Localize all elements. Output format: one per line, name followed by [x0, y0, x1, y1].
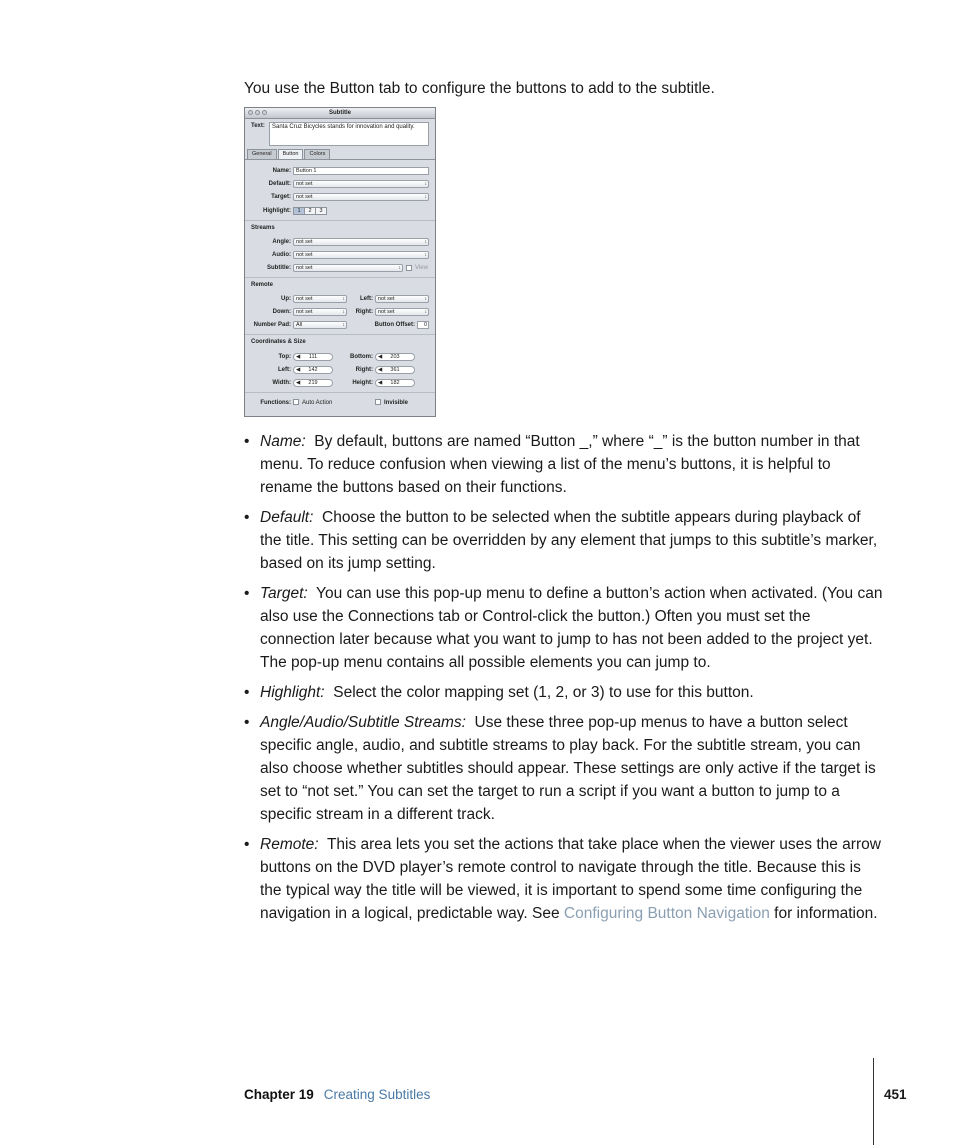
list-item: • Target: You can use this pop-up menu to define a button’s action when activated. (You can also use the Connections tab or Control-click the button.) Often you must set the connection later because what you want to jump to has not been added to the project yet. The pop-up menu contains all possible elements you can jump to.: [244, 585, 883, 671]
bullet-term: Target:: [260, 585, 308, 602]
bullet-term: Remote:: [260, 836, 319, 853]
page-footer: [244, 1086, 430, 1104]
highlight-label: Highlight:: [263, 208, 291, 214]
streams-header: Streams: [251, 225, 275, 231]
list-item: • Highlight: Select the color mapping set (1, 2, or 3) to use for this button.: [244, 684, 754, 701]
right-coord-label: Right:: [355, 367, 373, 373]
left-coord-label: Left:: [278, 367, 291, 373]
angle-label: Angle:: [272, 239, 291, 245]
bullet-text: Select the color mapping set (1, 2, or 3) to use for this button.: [333, 684, 754, 701]
bullet-term: Highlight:: [260, 684, 325, 701]
bullet-term: Angle/Audio/Subtitle Streams:: [260, 714, 466, 731]
button-offset-label: Button Offset:: [374, 322, 415, 328]
bullet-text: By default, buttons are named “Button _,” where “_” is the button number in that menu. To reduce confusion when viewing a list of the menu’s buttons, it is helpful to rename the buttons based on their functions.: [260, 433, 860, 496]
minimize-window-icon[interactable]: [255, 110, 260, 115]
target-label: Target:: [271, 194, 291, 200]
bullet-text: You can use this pop-up menu to define a button’s action when activated. (You can also use the Connections tab or Control-click the button.) Often you must set the connection later because what you want to jump to has not been added to the project yet. The pop-up menu contains all possible elements you can jump to.: [260, 585, 883, 671]
close-window-icon[interactable]: [248, 110, 253, 115]
up-popup[interactable]: not set ↕: [293, 295, 347, 303]
invisible-label: Invisible: [384, 400, 409, 406]
button-offset-field[interactable]: 0: [417, 321, 429, 329]
coordinates-header: Coordinates & Size: [251, 339, 306, 345]
bottom-stepper[interactable]: ◀ 203: [375, 353, 415, 361]
invisible-checkbox[interactable]: [375, 399, 381, 405]
highlight-option-2[interactable]: 2: [304, 207, 316, 215]
window-titlebar: [245, 108, 435, 119]
right-nav-label: Right:: [355, 309, 373, 315]
width-label: Width:: [272, 380, 291, 386]
footer-divider: [873, 1058, 874, 1145]
subtitle-stream-popup[interactable]: not set ↕: [293, 264, 403, 272]
top-stepper[interactable]: ◀ 111: [293, 353, 333, 361]
chapter-title-link[interactable]: Creating Subtitles: [323, 1087, 431, 1102]
width-stepper[interactable]: ◀ 219: [293, 379, 333, 387]
functions-label: Functions:: [260, 400, 291, 406]
default-popup[interactable]: not set ↕: [293, 180, 429, 188]
height-stepper[interactable]: ◀ 182: [375, 379, 415, 387]
auto-action-label: Auto Action: [302, 400, 333, 406]
remote-header: Remote: [251, 282, 274, 288]
down-popup[interactable]: not set ↕: [293, 308, 347, 316]
bullet-text: Choose the button to be selected when the subtitle appears during playback of the title. This setting can be overridden by any element that jumps to this subtitle’s marker, based on its jump setting.: [260, 509, 878, 572]
right-nav-popup[interactable]: not set ↕: [375, 308, 429, 316]
left-nav-label: Left:: [360, 296, 373, 302]
subtitle-inspector-window: [244, 107, 436, 417]
audio-popup[interactable]: not set ↕: [293, 251, 429, 259]
top-label: Top:: [278, 354, 291, 360]
auto-action-checkbox[interactable]: [293, 399, 299, 405]
bullet-term: Name:: [260, 433, 306, 450]
right-coord-stepper[interactable]: ◀ 361: [375, 366, 415, 374]
subtitle-stream-label: Subtitle:: [267, 265, 291, 271]
bullet-term: Default:: [260, 509, 314, 526]
zoom-window-icon[interactable]: [262, 110, 267, 115]
bottom-label: Bottom:: [350, 354, 373, 360]
window-title: Subtitle: [329, 110, 351, 116]
tab-general[interactable]: General: [247, 149, 277, 159]
tab-colors[interactable]: Colors: [304, 149, 330, 159]
tab-button[interactable]: Button: [278, 149, 304, 159]
bullet-text: Use these three pop-up menus to have a button select specific angle, audio, and subtitle streams to play back. For the subtitle stream, you can also choose whether subtitles should appear. These settings are only active if the target is set to “not set.” You can set the target to run a script if you want a button to jump to a specific stream in a different track.: [260, 714, 876, 823]
angle-popup[interactable]: not set ↕: [293, 238, 429, 246]
bullet-text-after: for information.: [774, 905, 878, 922]
page-number: 451: [884, 1087, 907, 1102]
left-nav-popup[interactable]: not set ↕: [375, 295, 429, 303]
bullet-text: This area lets you set the actions that take place when the viewer uses the arrow buttons on the DVD player’s remote control to navigate through the title. Because this is the typical way the title will be viewed, it is important to spend some time configuring the navigation in a logical, predictable way. See: [260, 836, 881, 922]
subtitle-text-field[interactable]: Santa Cruz Bicycles stands for innovation and quality.: [269, 122, 429, 146]
height-label: Height:: [352, 380, 373, 386]
highlight-option-3[interactable]: 3: [315, 207, 327, 215]
number-pad-popup[interactable]: All ↕: [293, 321, 347, 329]
text-label: Text:: [251, 123, 265, 129]
highlight-option-1[interactable]: 1: [293, 207, 305, 215]
configuring-button-navigation-link[interactable]: Configuring Button Navigation: [563, 905, 770, 922]
list-item: • Default: Choose the button to be selected when the subtitle appears during playback of the title. This setting can be overridden by any element that jumps to this subtitle’s marker, based on its jump setting.: [244, 509, 878, 572]
audio-label: Audio:: [272, 252, 291, 258]
down-label: Down:: [272, 309, 291, 315]
target-popup[interactable]: not set ↕: [293, 193, 429, 201]
default-label: Default:: [268, 181, 291, 187]
number-pad-label: Number Pad:: [253, 322, 291, 328]
list-item: • Angle/Audio/Subtitle Streams: Use these three pop-up menus to have a button select specific angle, audio, and subtitle streams to play back. For the subtitle stream, you can also choose whether subtitles should appear. These settings are only active if the target is set to “not set.” You can set the target to run a script if you want a button to jump to a specific stream in a different track.: [244, 714, 876, 823]
highlight-segmented-control: [293, 207, 326, 215]
chapter-number: Chapter 19: [244, 1087, 314, 1102]
view-label: View: [415, 265, 428, 271]
option-descriptions-list: [244, 430, 884, 932]
list-item: • Remote: This area lets you set the actions that take place when the viewer uses the arrow buttons on the DVD player’s remote control to navigate through the title. Because this is the typical way the title will be viewed, it is important to spend some time configuring the navigation in a logical, predictable way. See Configuring Button Navigation for information.: [244, 836, 881, 922]
name-field[interactable]: Button 1: [293, 167, 429, 175]
list-item: • Name: By default, buttons are named “Button _,” where “_” is the button number in that menu. To reduce confusion when viewing a list of the menu’s buttons, it is helpful to rename the buttons based on their functions.: [244, 433, 860, 496]
up-label: Up:: [281, 296, 291, 302]
view-checkbox[interactable]: [406, 265, 412, 271]
intro-paragraph: You use the Button tab to configure the buttons to add to the subtitle.: [244, 79, 715, 97]
left-coord-stepper[interactable]: ◀ 142: [293, 366, 333, 374]
name-label: Name:: [272, 168, 291, 174]
